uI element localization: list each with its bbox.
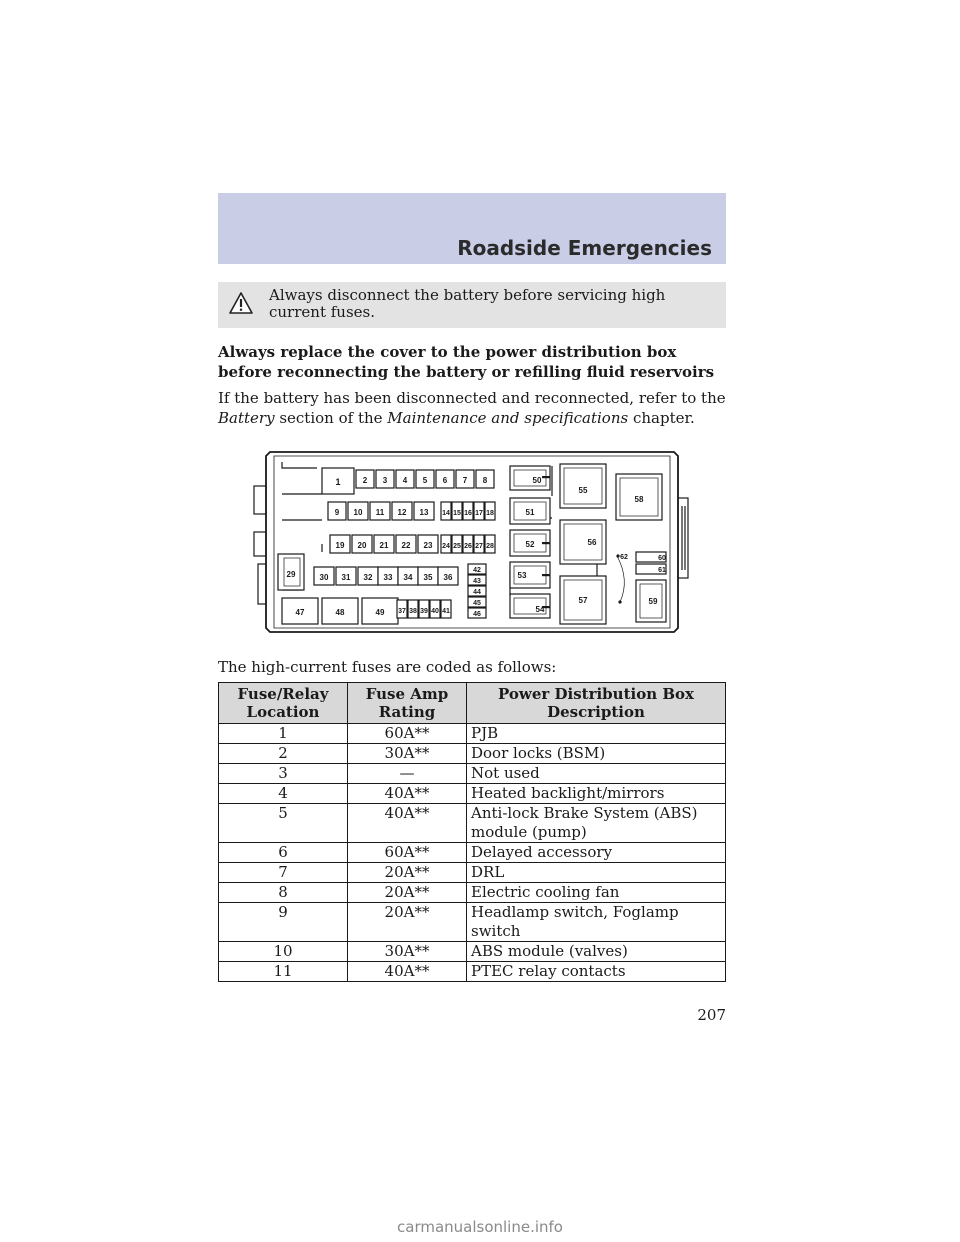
description-cell: Anti-lock Brake System (ABS) module (pump) [467,804,726,843]
fuse-number-label: 12 [397,508,407,517]
fuse-number-label: 26 [464,543,472,550]
fuse-number-label: 47 [295,608,305,617]
description-cell: Electric cooling fan [467,883,726,903]
column-header-description: Power Distribution Box Description [467,683,726,724]
table-row [219,903,726,942]
fuse-number-label: 18 [486,510,494,517]
fuse-number-label: 33 [383,573,393,582]
fuse-number-label: 8 [482,476,488,485]
fuse-table [218,682,726,982]
amp-rating-cell: 20A** [348,863,467,883]
description-cell: Door locks (BSM) [467,744,726,764]
amp-rating-cell: 30A** [348,942,467,962]
location-cell: 7 [219,863,348,883]
description-cell: Delayed accessory [467,843,726,863]
fuse-number-label: 55 [578,486,588,495]
location-cell: 9 [219,903,348,942]
location-cell: 5 [219,804,348,843]
battery-reference-mid: section of the [279,409,383,427]
amp-rating-cell: 30A** [348,744,467,764]
fuse-number-label: 51 [525,508,535,517]
fuse-number-label: 6 [442,476,448,485]
table-row [219,764,726,784]
fuse-number-label: 15 [453,510,461,517]
battery-reference [218,388,726,428]
fuse-number-label: 46 [473,611,481,618]
battery-reference-tail: chapter. [632,409,695,427]
cover-instruction: Always replace the cover to the power distribution box before reconnecting the battery or refilling fluid reservoirs [218,343,715,381]
fuse-number-label: 1 [335,477,341,487]
fuse-number-label: 41 [442,608,450,615]
amp-rating-cell: 40A** [348,784,467,804]
table-row [219,784,726,804]
table-row [219,843,726,863]
fuse-number-label: 59 [648,597,658,606]
fuse-number-label: 23 [423,541,433,550]
battery-reference-lead: If the battery has been disconnected and reconnected, refer to the [218,389,726,407]
fuse-number-label: 11 [375,508,385,517]
location-cell: 2 [219,744,348,764]
fuse-number-label: 45 [473,600,481,607]
fuse-number-label: 54 [535,605,545,614]
description-cell: PTEC relay contacts [467,962,726,982]
fuse-number-label: 36 [443,573,453,582]
fuse-number-label: 61 [658,567,666,574]
fuse-number-label: 2 [362,476,368,485]
description-cell: DRL [467,863,726,883]
fuse-number-label: 25 [453,543,461,550]
fuse-number-label: 24 [442,543,450,550]
fuse-number-label: 40 [431,608,439,615]
amp-rating-cell: 20A** [348,883,467,903]
fuse-number-label: 31 [341,573,351,582]
fuse-number-label: 9 [334,508,340,517]
location-cell: 11 [219,962,348,982]
watermark: carmanualsonline.info [397,1218,563,1236]
location-cell: 4 [219,784,348,804]
fuse-number-label: 49 [375,608,385,617]
table-row [219,804,726,843]
description-cell: Headlamp switch, Foglamp switch [467,903,726,942]
description-cell: Heated backlight/mirrors [467,784,726,804]
chapter-link: Maintenance and specifications [387,409,629,427]
location-cell: 3 [219,764,348,784]
fuse-number-label: 57 [578,596,588,605]
table-caption: The high-current fuses are coded as follows: [218,658,557,676]
fuse-number-label: 39 [420,608,428,615]
table-row [219,863,726,883]
fuse-number-label: 28 [486,543,494,550]
fuse-number-label: 7 [462,476,468,485]
location-cell: 6 [219,843,348,863]
description-cell: PJB [467,724,726,744]
warning-triangle-icon [228,291,254,315]
fuse-number-label: 19 [335,541,345,550]
fuse-number-label: 14 [442,510,450,517]
fuse-number-label: 16 [464,510,472,517]
table-row [219,942,726,962]
amp-rating-cell: 60A** [348,843,467,863]
fuse-number-label: 10 [353,508,363,517]
table-row [219,744,726,764]
fuse-number-label: 20 [357,541,367,550]
table-row [219,962,726,982]
location-cell: 10 [219,942,348,962]
fuse-number-label: 42 [473,567,481,574]
section-title: Roadside Emergencies [457,236,712,260]
section-header [218,193,726,264]
fuse-number-label: 53 [517,571,527,580]
amp-rating-cell: — [348,764,467,784]
fuse-number-label: 35 [423,573,433,582]
relay-slot [560,520,606,564]
table-row [219,724,726,744]
fuse-number-label: 62 [620,554,628,561]
fuse-number-label: 29 [286,570,296,579]
location-cell: 1 [219,724,348,744]
fuse-number-label: 44 [473,589,481,596]
fuse-number-label: 48 [335,608,345,617]
amp-rating-cell: 60A** [348,724,467,744]
fuse-number-label: 13 [419,508,429,517]
fuse-number-label: 22 [401,541,411,550]
fuse-number-label: 50 [532,476,542,485]
fuse-number-label: 17 [475,510,483,517]
location-cell: 8 [219,883,348,903]
amp-rating-cell: 20A** [348,903,467,942]
page-number: 207 [697,1006,726,1024]
column-header-amp-rating: Fuse Amp Rating [348,683,467,724]
fuse-number-label: 32 [363,573,373,582]
description-cell: Not used [467,764,726,784]
fuse-number-label: 52 [525,540,535,549]
fuse-number-label: 58 [634,495,644,504]
fuse-number-label: 37 [398,608,406,615]
warning-box [218,282,726,328]
fuse-number-label: 30 [319,573,329,582]
fuse-number-label: 5 [422,476,428,485]
fuse-number-label: 43 [473,578,481,585]
fuse-number-label: 21 [379,541,389,550]
fuse-number-label: 27 [475,543,483,550]
fuse-number-label: 4 [402,476,408,485]
fuse-number-label: 60 [658,555,666,562]
fuse-number-label: 56 [587,538,597,547]
fuse-number-label: 34 [403,573,413,582]
table-row [219,883,726,903]
fuse-number-label: 3 [382,476,388,485]
amp-rating-cell: 40A** [348,804,467,843]
column-header-location: Fuse/Relay Location [219,683,348,724]
description-cell: ABS module (valves) [467,942,726,962]
amp-rating-cell: 40A** [348,962,467,982]
warning-text: Always disconnect the battery before servicing high current fuses. [269,286,666,321]
battery-link: Battery [218,409,275,427]
power-distribution-box-diagram [252,446,692,640]
fuse-number-label: 38 [409,608,417,615]
